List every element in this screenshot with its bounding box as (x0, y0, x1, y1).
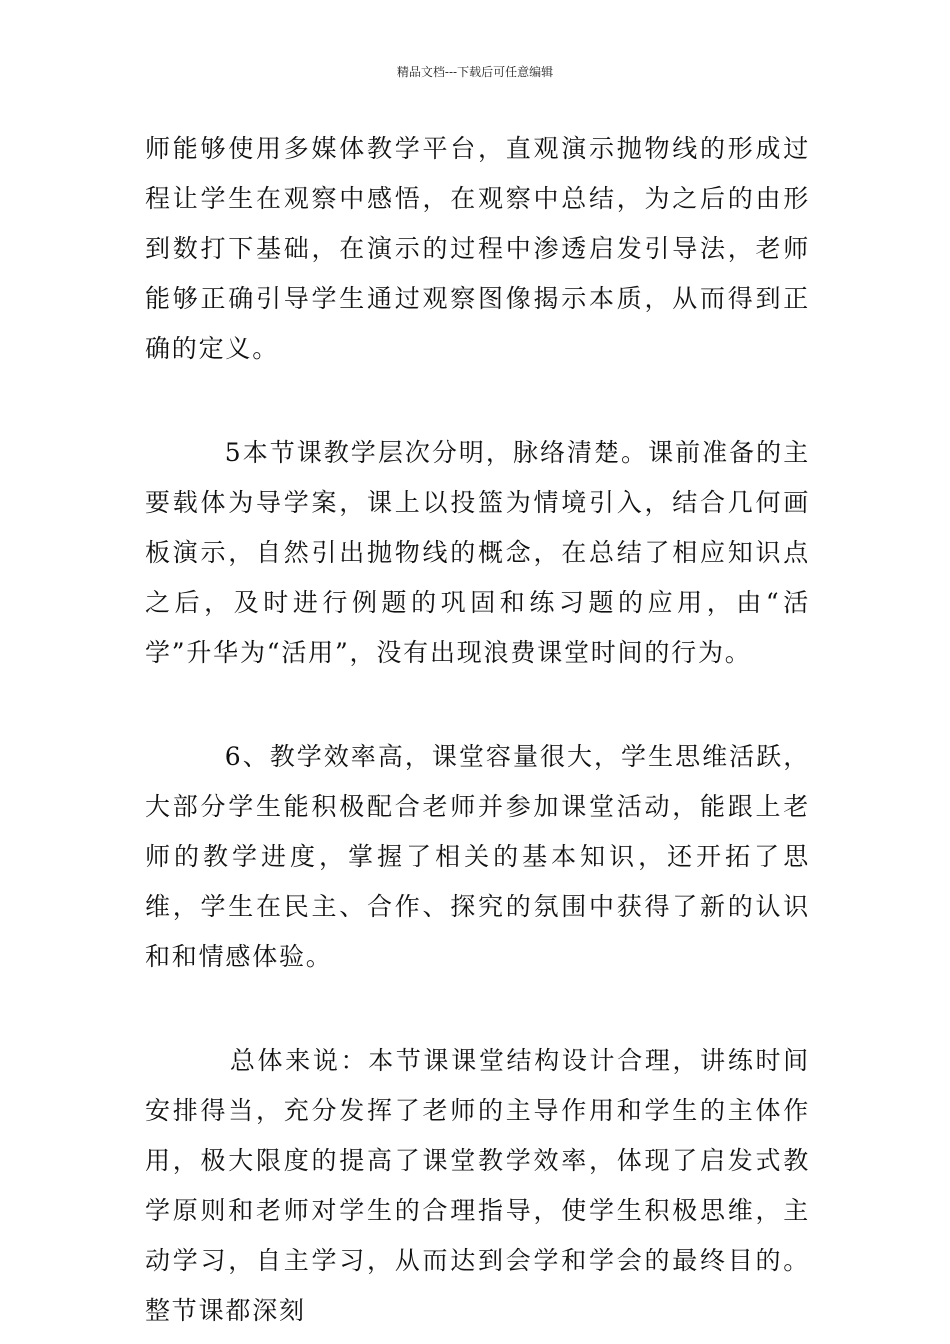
paragraph-gap (145, 982, 810, 1036)
page-header: 精品文档---下载后可任意编辑 (396, 65, 554, 79)
paragraph-gap (145, 374, 810, 428)
paragraph-point-6: 6、教学效率高，课堂容量很大，学生思维活跃，大部分学生能积极配合老师并参加课堂活动，能跟上老师的教学进度，掌握了相关的基本知识，还开拓了思维，学生在民主、合作、探究的氛围中获得了新的认识和和情感体验。 (145, 742, 810, 971)
paragraph-gap (145, 678, 810, 732)
body-text (145, 124, 820, 1336)
paragraph-point-5: 5本节课教学层次分明，脉络清楚。课前准备的主要载体为导学案，课上以投篮为情境引入，结合几何画板演示，自然引出抛物线的概念，在总结了相应知识点之后，及时进行例题的巩固和练习题的应用，由“活学”升华为“活用”，没有出现浪费课堂时间的行为。 (145, 438, 810, 667)
paragraph-continuation: 师能够使用多媒体教学平台，直观演示抛物线的形成过程让学生在观察中感悟，在观察中总结，为之后的由形到数打下基础，在演示的过程中渗透启发引导法，老师能够正确引导学生通过观察图像揭示本质，从而得到正确的定义。 (145, 134, 810, 363)
paragraph-summary: 总体来说：本节课课堂结构设计合理，讲练时间安排得当，充分发挥了老师的主导作用和学生的主体作用，极大限度的提高了课堂教学效率，体现了启发式教学原则和老师对学生的合理指导，使学生积极思维，主动学习，自主学习，从而达到会学和学会的最终目的。 整节课都深刻 (145, 1046, 820, 1325)
